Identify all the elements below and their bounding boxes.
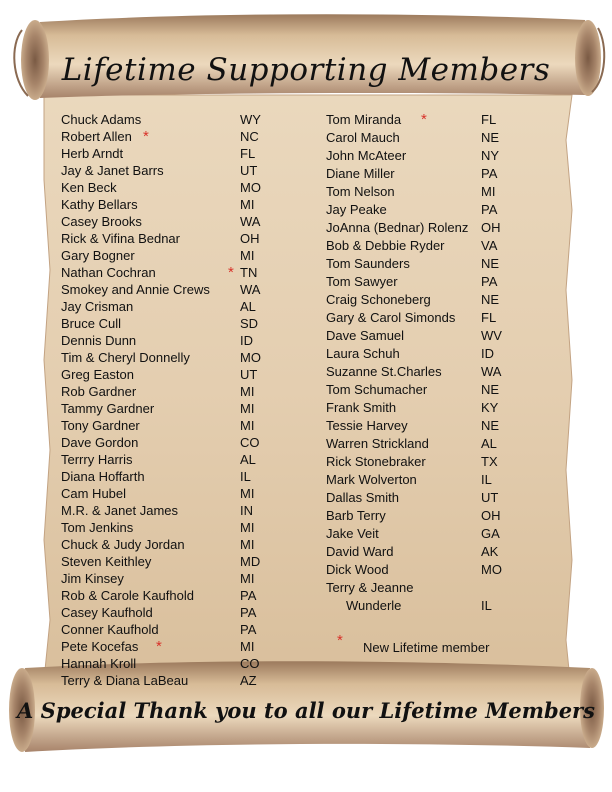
member-name: Tessie Harvey xyxy=(326,418,408,433)
member-name: Robert Allen xyxy=(61,129,132,144)
member-state: UT xyxy=(240,163,258,178)
member-name: Tom Sawyer xyxy=(326,274,398,289)
member-row xyxy=(61,299,281,316)
member-name: Dave Samuel xyxy=(326,328,405,343)
member-state: MI xyxy=(240,537,255,552)
member-name: Terry & Diana LaBeau xyxy=(61,673,189,688)
member-row xyxy=(326,346,526,364)
member-state: AZ xyxy=(240,673,257,688)
member-state: MI xyxy=(240,520,255,535)
member-row xyxy=(326,184,526,202)
member-name: Tom Nelson xyxy=(326,184,395,199)
member-name: M.R. & Janet James xyxy=(61,503,179,518)
member-row xyxy=(61,571,281,588)
member-name: David Ward xyxy=(326,544,394,559)
member-state: GA xyxy=(481,526,500,541)
member-state: WA xyxy=(240,214,261,229)
member-name: Bruce Cull xyxy=(61,316,121,331)
member-name: Frank Smith xyxy=(326,400,397,415)
member-state: VA xyxy=(481,238,498,253)
member-state: SD xyxy=(240,316,259,331)
member-name: Diana Hoffarth xyxy=(61,469,145,484)
member-name: Carol Mauch xyxy=(326,130,400,145)
page-title: Lifetime Supporting Members xyxy=(61,52,551,88)
member-state: IL xyxy=(481,472,492,487)
member-name: Tony Gardner xyxy=(61,418,140,433)
member-name: Dennis Dunn xyxy=(61,333,137,348)
member-state: IN xyxy=(240,503,253,518)
member-name: Tom Schumacher xyxy=(326,382,428,397)
member-state: CO xyxy=(240,656,260,671)
member-row xyxy=(326,364,526,382)
member-row xyxy=(326,418,526,436)
member-row xyxy=(326,328,526,346)
member-name: Jay Crisman xyxy=(61,299,134,314)
member-state: WA xyxy=(481,364,502,379)
member-name: Mark Wolverton xyxy=(326,472,417,487)
member-name: Jim Kinsey xyxy=(61,571,124,586)
member-state: MI xyxy=(240,197,255,212)
member-row xyxy=(61,265,281,282)
member-state: MO xyxy=(240,350,261,365)
member-state: CO xyxy=(240,435,260,450)
member-row xyxy=(61,231,281,248)
member-name: Gary & Carol Simonds xyxy=(326,310,456,325)
new-member-star-icon: * xyxy=(156,638,162,655)
member-state: FL xyxy=(240,146,256,161)
member-name: Craig Schoneberg xyxy=(326,292,431,307)
member-name: Hannah Kroll xyxy=(61,656,137,671)
member-row xyxy=(61,248,281,265)
member-state: WY xyxy=(240,112,261,127)
member-row xyxy=(326,274,526,292)
member-row xyxy=(326,598,526,616)
member-name: Rick & Vifina Bednar xyxy=(61,231,180,246)
member-state: PA xyxy=(481,274,498,289)
member-state: NE xyxy=(481,130,500,145)
member-row xyxy=(61,401,281,418)
member-name: Kathy Bellars xyxy=(61,197,138,212)
member-name: Dick Wood xyxy=(326,562,389,577)
member-state: NY xyxy=(481,148,500,163)
member-name: Casey Brooks xyxy=(61,214,142,229)
member-state: MI xyxy=(240,384,255,399)
member-name: Chuck & Judy Jordan xyxy=(61,537,185,552)
member-name: Terry & Jeanne xyxy=(326,580,414,595)
member-state: MI xyxy=(240,639,255,654)
member-name: Laura Schuh xyxy=(326,346,400,361)
member-name: Suzanne St.Charles xyxy=(326,364,442,379)
member-name: Pete Kocefas xyxy=(61,639,139,654)
member-name: Bob & Debbie Ryder xyxy=(326,238,445,253)
member-row xyxy=(61,146,281,163)
member-state: TN xyxy=(240,265,258,280)
member-name: Tammy Gardner xyxy=(61,401,155,416)
member-row xyxy=(61,214,281,231)
member-row xyxy=(326,112,526,130)
member-row xyxy=(326,400,526,418)
member-row xyxy=(61,367,281,384)
member-row xyxy=(326,238,526,256)
member-state: MO xyxy=(240,180,261,195)
member-state: WA xyxy=(240,282,261,297)
member-name: Conner Kaufhold xyxy=(61,622,159,637)
member-row xyxy=(326,526,526,544)
member-row xyxy=(61,622,281,639)
member-row xyxy=(61,588,281,605)
member-name: Steven Keithley xyxy=(61,554,152,569)
member-state: MI xyxy=(240,248,255,263)
new-member-star-icon: * xyxy=(143,128,149,145)
member-state: FL xyxy=(481,112,497,127)
member-row xyxy=(61,435,281,452)
member-state: MI xyxy=(240,418,255,433)
member-row xyxy=(61,639,281,656)
member-row xyxy=(326,562,526,580)
member-state: NC xyxy=(240,129,259,144)
member-state: KY xyxy=(481,400,499,415)
member-row xyxy=(61,316,281,333)
member-row xyxy=(326,454,526,472)
member-row xyxy=(61,520,281,537)
member-name: Casey Kaufhold xyxy=(61,605,153,620)
member-name: Dave Gordon xyxy=(61,435,139,450)
member-row xyxy=(61,384,281,401)
member-name: Dallas Smith xyxy=(326,490,399,505)
member-state: PA xyxy=(240,622,257,637)
member-row xyxy=(61,180,281,197)
member-row xyxy=(61,554,281,571)
member-row xyxy=(326,508,526,526)
member-state: MO xyxy=(481,562,502,577)
member-state: NE xyxy=(481,292,500,307)
member-state: OH xyxy=(481,220,501,235)
member-state: PA xyxy=(481,166,498,181)
member-state: AK xyxy=(481,544,499,559)
member-row xyxy=(326,382,526,400)
member-name: Cam Hubel xyxy=(61,486,127,501)
member-state: TX xyxy=(481,454,498,469)
member-name: John McAteer xyxy=(326,148,407,163)
member-name: Jay Peake xyxy=(326,202,387,217)
member-name: Smokey and Annie Crews xyxy=(61,282,210,297)
member-name: Chuck Adams xyxy=(61,112,142,127)
member-name: Rick Stonebraker xyxy=(326,454,426,469)
member-state: OH xyxy=(240,231,260,246)
member-row xyxy=(61,673,281,690)
member-row xyxy=(326,310,526,328)
member-name: Jay & Janet Barrs xyxy=(61,163,164,178)
member-row xyxy=(326,544,526,562)
member-row xyxy=(326,256,526,274)
member-name: Rob Gardner xyxy=(61,384,137,399)
member-row xyxy=(326,202,526,220)
member-state: MI xyxy=(240,571,255,586)
member-name: Tom Saunders xyxy=(326,256,410,271)
new-member-star-icon: * xyxy=(228,264,234,281)
member-state: NE xyxy=(481,382,500,397)
member-name: JoAnna (Bednar) Rolenz xyxy=(326,220,469,235)
member-state: PA xyxy=(240,605,257,620)
member-name: Nathan Cochran xyxy=(61,265,156,280)
member-state: AL xyxy=(481,436,497,451)
member-row xyxy=(326,130,526,148)
member-state: FL xyxy=(481,310,497,325)
member-row xyxy=(326,220,526,238)
member-row xyxy=(61,350,281,367)
member-state: MI xyxy=(240,401,255,416)
member-state: ID xyxy=(481,346,494,361)
member-state: AL xyxy=(240,452,256,467)
member-state: MD xyxy=(240,554,261,569)
member-row xyxy=(61,537,281,554)
member-name: Barb Terry xyxy=(326,508,386,523)
member-row xyxy=(61,469,281,486)
member-row xyxy=(61,282,281,299)
member-state: NE xyxy=(481,256,500,271)
member-row xyxy=(326,292,526,310)
member-name: Gary Bogner xyxy=(61,248,135,263)
member-state: ID xyxy=(240,333,253,348)
member-name: Ken Beck xyxy=(61,180,117,195)
member-row xyxy=(61,418,281,435)
member-state: IL xyxy=(481,598,492,613)
footer-thank-you: A Special Thank you to all our Lifetime Members xyxy=(17,698,595,723)
member-column-right xyxy=(326,112,526,616)
member-state: PA xyxy=(481,202,498,217)
member-row xyxy=(61,656,281,673)
member-state: MI xyxy=(240,486,255,501)
member-state: UT xyxy=(481,490,499,505)
member-state: PA xyxy=(240,588,257,603)
member-name: Tom Miranda xyxy=(326,112,402,127)
member-name: Terrry Harris xyxy=(61,452,133,467)
member-row xyxy=(326,580,526,598)
member-row xyxy=(326,436,526,454)
member-name: Greg Easton xyxy=(61,367,134,382)
legend-text: New Lifetime member xyxy=(363,640,490,655)
member-name: Tom Jenkins xyxy=(61,520,134,535)
member-state: UT xyxy=(240,367,258,382)
member-name: Rob & Carole Kaufhold xyxy=(61,588,194,603)
new-member-star-icon: * xyxy=(337,632,343,649)
member-state: MI xyxy=(481,184,496,199)
member-column-left xyxy=(61,112,281,690)
member-row xyxy=(326,472,526,490)
member-state: AL xyxy=(240,299,256,314)
member-state: NE xyxy=(481,418,500,433)
member-name: Tim & Cheryl Donnelly xyxy=(61,350,190,365)
member-row xyxy=(326,490,526,508)
member-state: OH xyxy=(481,508,501,523)
new-member-star-icon: * xyxy=(421,111,427,128)
member-state: WV xyxy=(481,328,502,343)
member-row xyxy=(61,129,281,146)
member-name: Diane Miller xyxy=(326,166,395,181)
member-state: IL xyxy=(240,469,251,484)
member-row xyxy=(61,112,281,129)
member-name: Warren Strickland xyxy=(326,436,429,451)
member-row xyxy=(326,166,526,184)
member-row xyxy=(61,605,281,622)
member-row xyxy=(61,452,281,469)
member-row xyxy=(61,503,281,520)
member-row xyxy=(61,163,281,180)
member-row xyxy=(61,197,281,214)
member-row xyxy=(61,333,281,350)
member-row xyxy=(61,486,281,503)
member-row xyxy=(326,148,526,166)
member-name: Herb Arndt xyxy=(61,146,124,161)
member-name: Wunderle xyxy=(346,598,402,613)
member-name: Jake Veit xyxy=(326,526,379,541)
